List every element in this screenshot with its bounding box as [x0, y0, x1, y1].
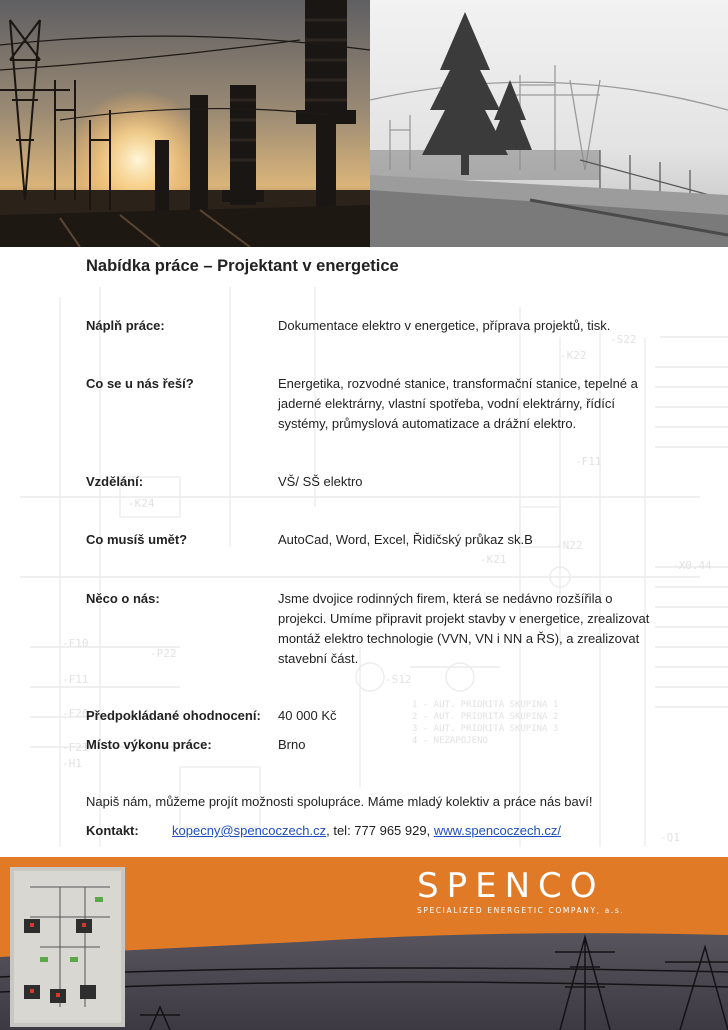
control-panel-photo	[10, 867, 125, 1027]
field-value-salary: 40 000 Kč	[278, 708, 337, 723]
field-value-skills: AutoCad, Word, Excel, Řidičský průkaz sk.B	[278, 532, 533, 547]
schematic-tag: -X0.44	[672, 559, 712, 572]
footer-banner	[0, 857, 728, 1030]
schematic-tag: -H1	[62, 757, 82, 770]
field-value-education: VŠ/ SŠ elektro	[278, 474, 363, 489]
schematic-tag: -K24	[128, 497, 155, 510]
contact-row	[86, 823, 561, 838]
phone-text: , tel: 777 965 929,	[326, 823, 434, 838]
schematic-tag: -F11	[575, 455, 602, 468]
field-label-location: Místo výkonu práce:	[86, 737, 212, 752]
schematic-tag: -S22	[610, 333, 637, 346]
field-value-location: Brno	[278, 737, 306, 752]
schematic-legend-line: 2 - AUT. PRIORITA SKUPINA 2	[412, 712, 559, 722]
schematic-tag: -F20	[62, 707, 89, 720]
schematic-tag: -F10	[62, 637, 89, 650]
field-label-salary: Předpokládané ohodnocení:	[86, 708, 261, 723]
field-value-job-description: Dokumentace elektro v energetice, příprava projektů, tisk.	[278, 318, 611, 333]
schematic-legend-line: 3 - AUT. PRIORITA SKUPINA 3	[412, 724, 559, 734]
field-value-what-we-do: Energetika, rozvodné stanice, transformační stanice, tepelné a jaderné elektrárny, vlastní spotřeba, vodní elektrárny, řídící systémy, průmyslová automatizace a drážní elektro.	[278, 376, 638, 431]
email-link[interactable]: kopecny@spencoczech.cz	[172, 823, 327, 838]
schematic-tag: -P22	[150, 647, 177, 660]
field-label-skills: Co musíš umět?	[86, 532, 188, 547]
schematic-tag: -Q1	[660, 831, 680, 844]
page-title: Nabídka práce – Projektant v energetice	[86, 257, 399, 275]
brand-logo: SPENCO	[417, 866, 605, 906]
schematic-tag: -K21	[480, 553, 507, 566]
schematic-legend-line: 4 - NEZAPOJENO	[412, 736, 488, 746]
field-value-about-us: Jsme dvojice rodinných firem, která se nedávno rozšířila o projekci. Umíme připravit projekt stavby v energetice, zrealizovat montáž elektro technologie (VVN, VN i NN a ŘS), a zrealizovat stavební část.	[278, 591, 650, 666]
schematic-tag: -K22	[560, 349, 587, 362]
field-label-what-we-do: Co se u nás řeší?	[86, 376, 194, 391]
schematic-tag: -F21	[62, 741, 89, 754]
schematic-tag: -N22	[556, 539, 583, 552]
field-label-job-description: Náplň práce:	[86, 318, 165, 333]
closing-message: Napiš nám, můžeme projít možnosti spolupráce. Máme mladý kolektiv a práce nás baví!	[86, 794, 593, 809]
contact-label: Kontakt:	[86, 823, 139, 838]
schematic-tag: -S12	[385, 673, 412, 686]
brand-tagline: SPECIALIZED ENERGETIC COMPANY, a.s.	[417, 906, 625, 915]
field-label-about-us: Něco o nás:	[86, 591, 160, 606]
field-label-education: Vzdělání:	[86, 474, 144, 489]
schematic-tag: -F11	[62, 673, 89, 686]
schematic-legend-line: 1 - AUT. PRIORITA SKUPINA 1	[412, 700, 559, 710]
website-link[interactable]: www.spencoczech.cz/	[433, 823, 561, 838]
